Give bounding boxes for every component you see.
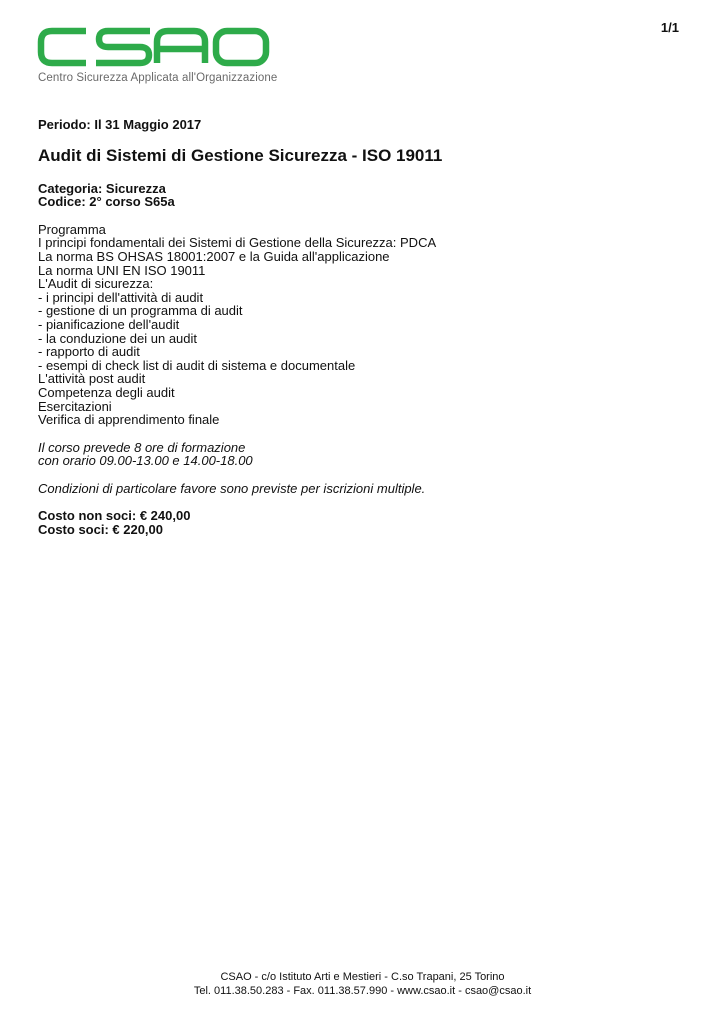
csao-wordmark-graphic [36, 24, 272, 70]
logo-subtitle: Centro Sicurezza Applicata all'Organizzazione [38, 72, 278, 84]
program-line: - i principi dell'attività di audit [38, 289, 204, 305]
program-line: I principi fondamentali dei Sistemi di Gestione della Sicurezza: PDCA [38, 235, 437, 251]
course-code: Codice: 2° corso S65a [38, 194, 175, 210]
program-line: Competenza degli audit [38, 384, 175, 400]
course-conditions: Condizioni di particolare favore sono previste per iscrizioni multiple. [38, 480, 426, 496]
course-meta [38, 182, 678, 209]
csao-logo [36, 24, 276, 92]
course-category: Categoria: Sicurezza [38, 180, 166, 196]
course-sheet [38, 118, 678, 537]
course-costs [38, 509, 678, 536]
cost-members: Costo soci: € 220,00 [38, 522, 163, 538]
page-footer [0, 970, 725, 998]
program-line: La norma UNI EN ISO 19011 [38, 262, 206, 278]
course-program [38, 223, 678, 427]
page-number: 1/1 [660, 20, 679, 35]
program-line: - rapporto di audit [38, 344, 140, 360]
program-line: Programma [38, 221, 106, 237]
page-title: Audit di Sistemi di Gestione Sicurezza - ISO 19011 [38, 145, 443, 165]
program-line: - gestione di un programma di audit [38, 303, 243, 319]
schedule-times: con orario 09.00-13.00 e 14.00-18.00 [38, 453, 253, 469]
program-line: L'Audit di sicurezza: [38, 276, 154, 292]
program-line: - esempi di check list di audit di sistema e documentale [38, 357, 356, 373]
footer-address: CSAO - c/o Istituto Arti e Mestieri - C.so Trapani, 25 Torino [220, 971, 505, 983]
schedule-hours: Il corso prevede 8 ore di formazione [38, 439, 246, 455]
program-line: L'attività post audit [38, 371, 146, 387]
program-line: - la conduzione dei un audit [38, 330, 198, 346]
course-period: Periodo: Il 31 Maggio 2017 [38, 117, 202, 132]
cost-non-members: Costo non soci: € 240,00 [38, 508, 191, 524]
course-schedule [38, 441, 678, 468]
program-line: Verifica di apprendimento finale [38, 412, 220, 428]
footer-contacts: Tel. 011.38.50.283 - Fax. 011.38.57.990 - www.csao.it - csao@csao.it [193, 985, 532, 997]
program-line: - pianificazione dell'audit [38, 316, 180, 332]
program-line: Esercitazioni [38, 398, 112, 414]
program-line: La norma BS OHSAS 18001:2007 e la Guida all'applicazione [38, 248, 390, 264]
